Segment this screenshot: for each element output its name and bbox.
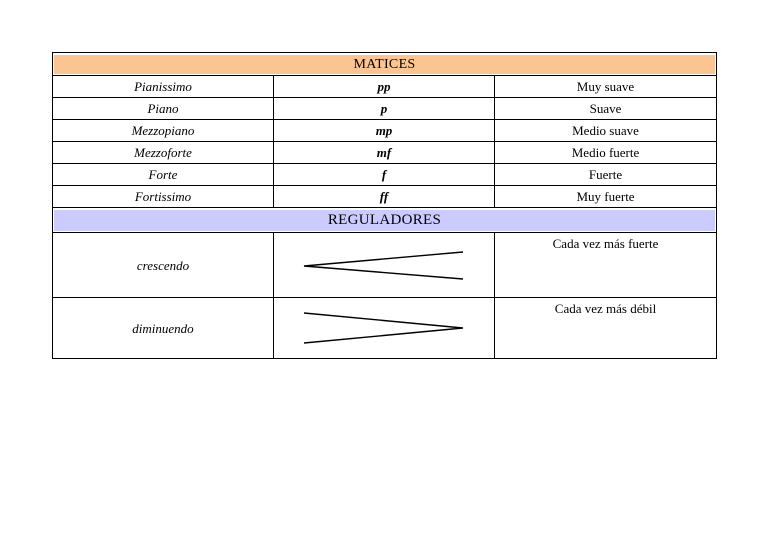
matiz-meaning: Medio suave	[495, 120, 717, 142]
crescendo-hairpin-cell	[274, 233, 495, 298]
matiz-symbol: f	[274, 164, 495, 186]
matiz-symbol: ff	[274, 186, 495, 208]
matiz-row	[53, 186, 717, 208]
matiz-meaning: Suave	[495, 98, 717, 120]
matiz-term: Mezzoforte	[53, 142, 274, 164]
regulador-term: diminuendo	[53, 298, 274, 359]
matiz-symbol: mf	[274, 142, 495, 164]
matiz-term: Piano	[53, 98, 274, 120]
reguladores-title: REGULADORES	[54, 210, 715, 231]
regulador-term: crescendo	[53, 233, 274, 298]
diminuendo-hairpin-cell	[274, 298, 495, 359]
matiz-term: Pianissimo	[53, 76, 274, 98]
matiz-symbol: pp	[274, 76, 495, 98]
matiz-row	[53, 76, 717, 98]
crescendo-hairpin-icon	[300, 245, 468, 285]
matices-title: MATICES	[54, 55, 715, 74]
matiz-meaning: Fuerte	[495, 164, 717, 186]
matiz-symbol: mp	[274, 120, 495, 142]
matiz-row	[53, 120, 717, 142]
matiz-meaning: Muy suave	[495, 76, 717, 98]
matiz-term: Forte	[53, 164, 274, 186]
reguladores-header-row	[53, 208, 717, 233]
matiz-row	[53, 142, 717, 164]
diminuendo-hairpin-icon	[300, 308, 468, 348]
matiz-term: Mezzopiano	[53, 120, 274, 142]
matiz-row	[53, 98, 717, 120]
matiz-meaning: Medio fuerte	[495, 142, 717, 164]
regulador-meaning: Cada vez más débil	[495, 298, 717, 359]
matiz-term: Fortissimo	[53, 186, 274, 208]
regulador-meaning: Cada vez más fuerte	[495, 233, 717, 298]
matiz-symbol: p	[274, 98, 495, 120]
regulador-row-crescendo	[53, 233, 717, 298]
dynamics-table	[52, 52, 717, 359]
matices-header-row	[53, 53, 717, 76]
matiz-row	[53, 164, 717, 186]
matiz-meaning: Muy fuerte	[495, 186, 717, 208]
regulador-row-diminuendo	[53, 298, 717, 359]
